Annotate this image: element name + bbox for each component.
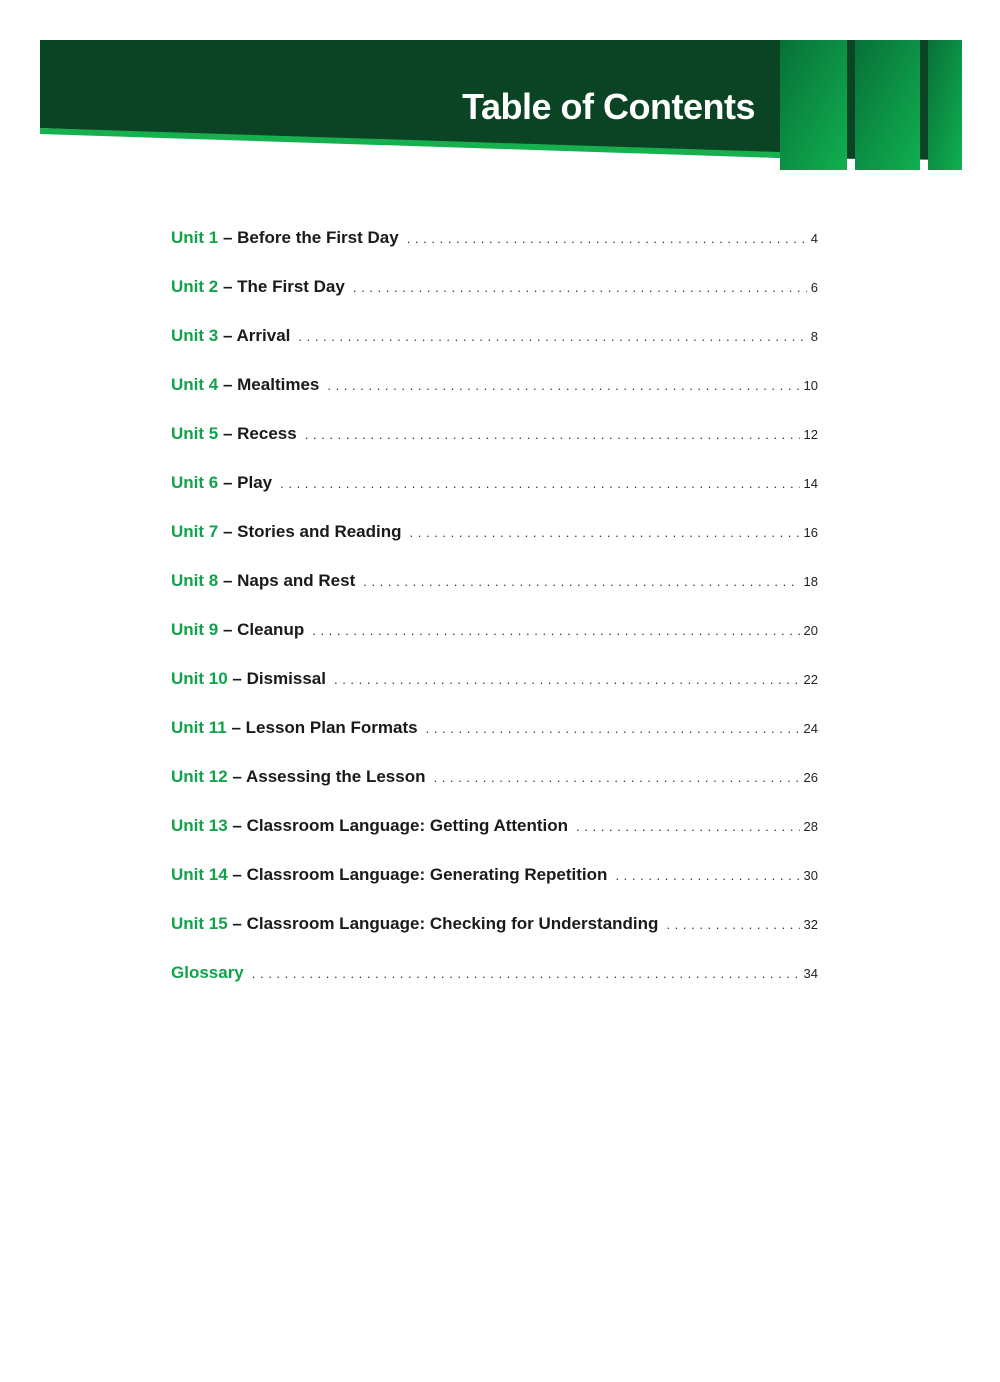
toc-page-number: 26 [803, 770, 818, 785]
toc-unit-label: Unit 5 [171, 424, 219, 443]
toc-unit-label: Unit 6 [171, 473, 219, 492]
toc-page-number: 28 [803, 819, 818, 834]
toc-entry[interactable] [171, 718, 818, 767]
toc-page-number: 8 [810, 329, 818, 344]
dot-leader [615, 868, 799, 883]
toc-entry[interactable] [171, 375, 818, 424]
toc-page-number: 6 [810, 280, 818, 295]
toc-entry-title: – Dismissal [232, 669, 326, 688]
toc-entry-title: – The First Day [222, 277, 345, 296]
dot-leader [363, 574, 799, 589]
dot-leader [426, 721, 800, 736]
toc-unit-label: Unit 12 [171, 767, 228, 786]
toc-entry[interactable] [171, 571, 818, 620]
toc-page-number: 4 [810, 231, 818, 246]
toc-entry-title: – Arrival [222, 326, 291, 345]
toc-unit-label: Unit 8 [171, 571, 219, 590]
toc-unit-label: Unit 4 [171, 375, 219, 394]
toc-entry[interactable] [171, 620, 818, 669]
toc-entry-title: – Classroom Language: Getting Attention [232, 816, 569, 835]
toc-entry[interactable] [171, 816, 818, 865]
toc-page-number: 12 [803, 427, 818, 442]
toc-page-number: 18 [803, 574, 818, 589]
dot-leader [353, 280, 807, 295]
toc-page-number: 34 [803, 966, 818, 981]
dot-leader [334, 672, 800, 687]
page-title: Table of Contents [462, 86, 755, 127]
toc-entry-title: – Lesson Plan Formats [231, 718, 418, 737]
toc-entry-title: – Naps and Rest [222, 571, 356, 590]
dot-leader [666, 917, 799, 932]
toc-entry[interactable] [171, 326, 818, 375]
toc-page-number: 30 [803, 868, 818, 883]
toc-entry[interactable] [171, 669, 818, 718]
toc-entry[interactable] [171, 277, 818, 326]
toc-entry-title: – Mealtimes [222, 375, 320, 394]
toc-page-number: 22 [803, 672, 818, 687]
toc-unit-label: Unit 14 [171, 865, 228, 884]
toc-unit-label: Unit 13 [171, 816, 228, 835]
toc-unit-label: Unit 15 [171, 914, 228, 933]
toc-unit-label: Unit 2 [171, 277, 219, 296]
toc-entry[interactable] [171, 963, 818, 1012]
toc-page-number: 14 [803, 476, 818, 491]
toc-unit-label: Unit 9 [171, 620, 219, 639]
toc-entry-title: – Recess [222, 424, 297, 443]
toc-page-number: 32 [803, 917, 818, 932]
toc-entry-title: – Before the First Day [222, 228, 399, 247]
toc-entry-title: – Stories and Reading [222, 522, 402, 541]
toc-unit-label: Unit 7 [171, 522, 219, 541]
toc-entry[interactable] [171, 228, 818, 277]
toc-page-number: 20 [803, 623, 818, 638]
dot-leader [298, 329, 806, 344]
toc-entry[interactable] [171, 865, 818, 914]
dot-leader [407, 231, 807, 246]
toc-unit-label: Unit 3 [171, 326, 219, 345]
toc-entry[interactable] [171, 767, 818, 816]
toc-page-number: 24 [803, 721, 818, 736]
toc-entry[interactable] [171, 424, 818, 473]
toc-entry-title: – Classroom Language: Generating Repetition [232, 865, 608, 884]
dot-leader [252, 966, 800, 981]
toc-unit-label: Unit 11 [171, 718, 227, 737]
dot-leader [433, 770, 799, 785]
dot-leader [410, 525, 800, 540]
toc-entry-title: – Play [222, 473, 273, 492]
table-of-contents [171, 228, 818, 1012]
toc-page-number: 16 [803, 525, 818, 540]
toc-unit-label: Unit 1 [171, 228, 219, 247]
toc-unit-label: Glossary [171, 963, 244, 982]
toc-entry[interactable] [171, 522, 818, 571]
toc-entry[interactable] [171, 914, 818, 963]
dot-leader [280, 476, 799, 491]
toc-entry-title: – Assessing the Lesson [232, 767, 426, 786]
toc-unit-label: Unit 10 [171, 669, 228, 688]
toc-entry[interactable] [171, 473, 818, 522]
dot-leader [312, 623, 799, 638]
dot-leader [305, 427, 800, 442]
toc-entry-title: – Cleanup [222, 620, 305, 639]
toc-page-number: 10 [803, 378, 818, 393]
dot-leader [327, 378, 799, 393]
dot-leader [576, 819, 800, 834]
toc-entry-title: – Classroom Language: Checking for Understanding [232, 914, 659, 933]
